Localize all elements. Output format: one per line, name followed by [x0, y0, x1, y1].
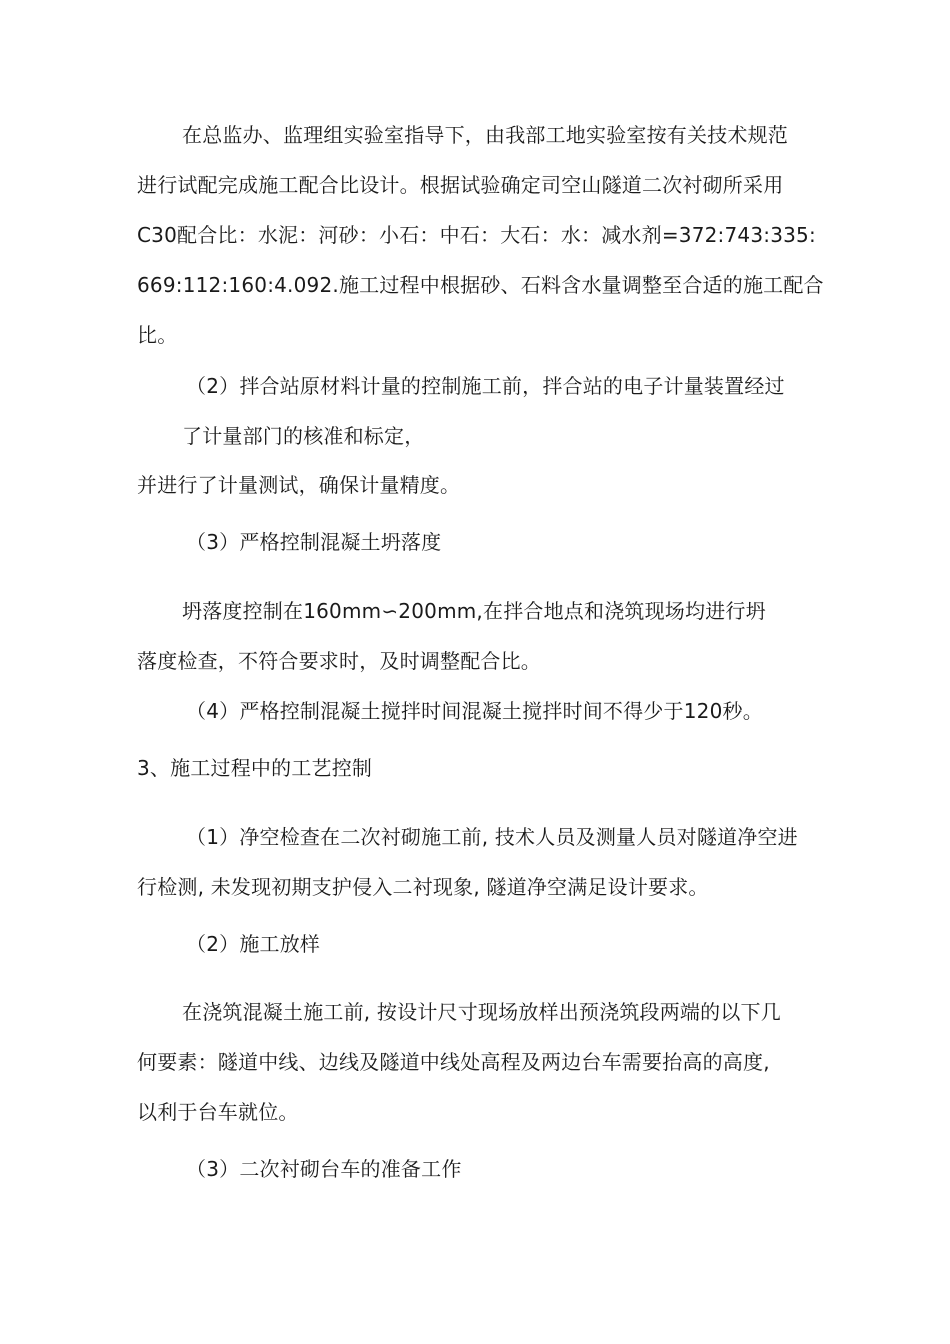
section-heading: 3、施工过程中的工艺控制	[137, 756, 373, 780]
text-line: 何要素：隧道中线、边线及隧道中线处高程及两边台车需要抬高的高度,	[137, 1050, 770, 1074]
text-line: 行检测, 未发现初期支护侵入二衬现象, 隧道净空满足设计要求。	[137, 875, 709, 899]
text-line: （1）净空检查在二次衬砌施工前, 技术人员及测量人员对隧道净空进	[186, 825, 798, 849]
text-line: 669:112:160:4.092.施工过程中根据砂、石料含水量调整至合适的施工配合	[137, 273, 824, 297]
section-heading: （2）施工放样	[186, 932, 321, 956]
text-line: C30配合比：水泥：河砂：小石：中石：大石：水：减水剂=372:743:335:	[137, 223, 816, 247]
text-line: 在浇筑混凝土施工前, 按设计尺寸现场放样出预浇筑段两端的以下几	[182, 1000, 781, 1024]
text-line: 比。	[137, 323, 178, 347]
section-heading: （3）严格控制混凝土坍落度	[186, 530, 442, 554]
text-line: 了计量部门的核准和标定，	[182, 424, 425, 448]
text-line: 进行试配完成施工配合比设计。根据试验确定司空山隧道二次衬砌所采用	[137, 173, 784, 197]
text-line: 并进行了计量测试，确保计量精度。	[137, 473, 461, 497]
text-line: 落度检查，不符合要求时，及时调整配合比。	[137, 649, 541, 673]
text-line: （2）拌合站原材料计量的控制施工前，拌合站的电子计量装置经过	[186, 374, 785, 398]
section-heading: （3）二次衬砌台车的准备工作	[186, 1157, 462, 1181]
text-line: 以利于台车就位。	[137, 1100, 299, 1124]
text-line: （4）严格控制混凝土搅拌时间混凝土搅拌时间不得少于120秒。	[186, 699, 763, 723]
text-line: 在总监办、监理组实验室指导下，由我部工地实验室按有关技术规范	[182, 123, 788, 147]
text-line: 坍落度控制在160mm∽200mm,在拌合地点和浇筑现场均进行坍	[182, 599, 766, 623]
